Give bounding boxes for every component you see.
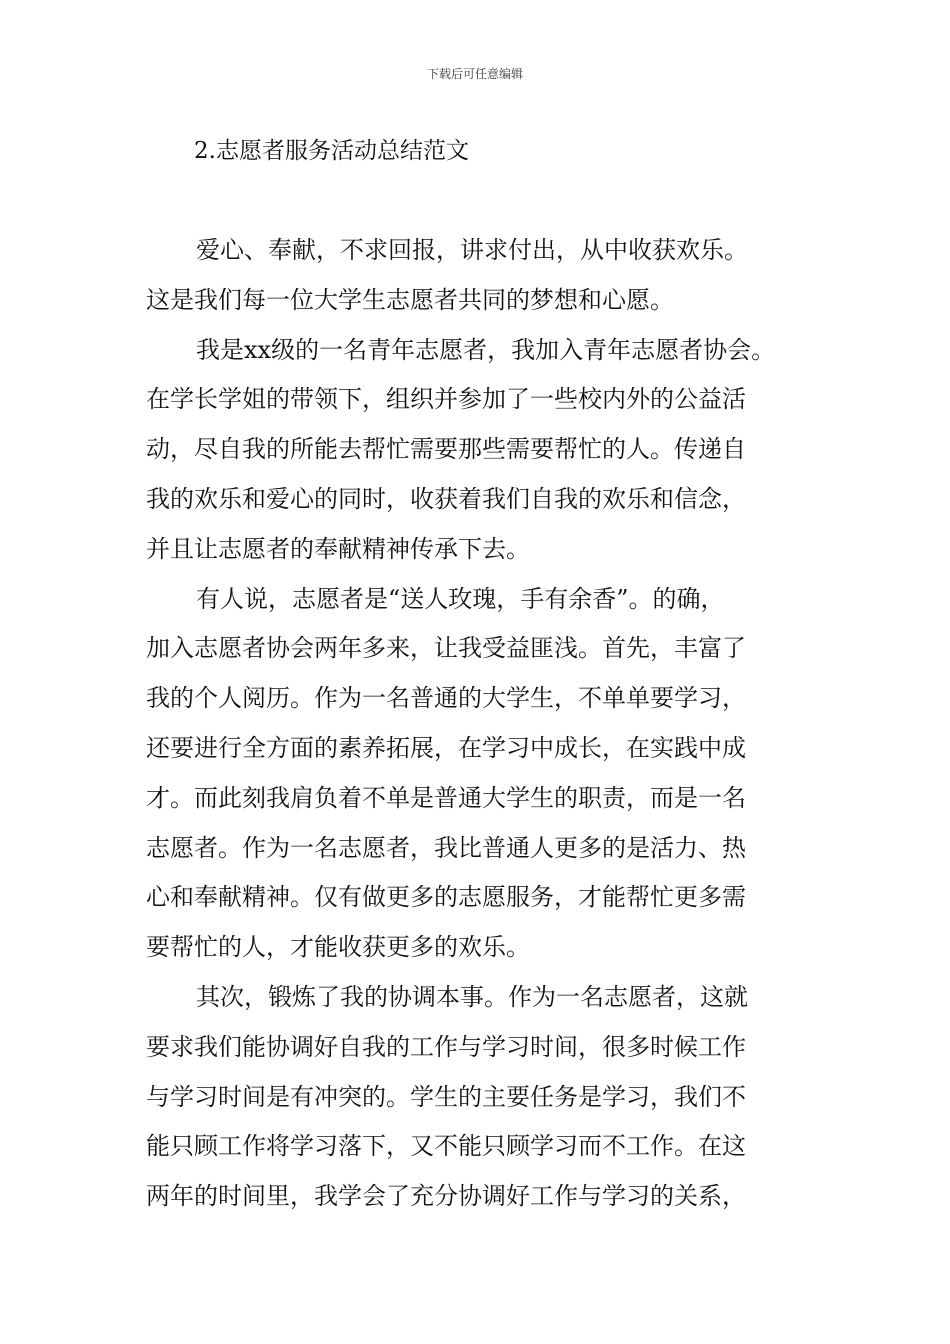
- text-line: 能只顾工作将学习落下，又不能只顾学习而不工作。在这: [146, 1132, 746, 1161]
- text-line: 要求我们能协调好自我的工作与学习时间，很多时候工作: [146, 1032, 746, 1061]
- text-line: 与学习时间是有冲突的。学生的主要任务是学习，我们不: [146, 1082, 746, 1111]
- text-line: 其次，锻炼了我的协调本事。作为一名志愿者，这就: [196, 982, 748, 1011]
- text-line: 爱心、奉献，不求回报，讲求付出，从中收获欢乐。: [196, 236, 748, 264]
- text-line: 我是xx级的一名青年志愿者，我加入青年志愿者协会。: [196, 335, 776, 364]
- text-line: 我的个人阅历。作为一名普通的大学生，不单单要学习，: [146, 684, 746, 713]
- text-line: 两年的时间里，我学会了充分协调好工作与学习的关系，: [146, 1182, 746, 1211]
- text-line: 动，尽自我的所能去帮忙需要那些需要帮忙的人。传递自: [146, 435, 746, 464]
- document-body: [146, 230, 846, 1226]
- page-header-note: 下载后可任意编辑: [426, 67, 523, 81]
- text-line: 并且让志愿者的奉献精神传承下去。: [146, 534, 530, 563]
- text-line: 才。而此刻我肩负着不单是普通大学生的职责，而是一名: [146, 783, 746, 812]
- text-line: 还要进行全方面的素养拓展，在学习中成长，在实践中成: [146, 733, 746, 762]
- text-line: 有人说，志愿者是“送人玫瑰，手有余香”。的确，: [196, 584, 725, 613]
- text-line: 这是我们每一位大学生志愿者共同的梦想和心愿。: [146, 285, 674, 314]
- text-line: 我的欢乐和爱心的同时，收获着我们自我的欢乐和信念，: [146, 484, 746, 513]
- text-line: 心和奉献精神。仅有做更多的志愿服务，才能帮忙更多需: [146, 883, 746, 912]
- text-line: 加入志愿者协会两年多来，让我受益匪浅。首先，丰富了: [146, 634, 746, 663]
- text-line: 在学长学姐的带领下，组织并参加了一些校内外的公益活: [146, 385, 746, 414]
- document-title: 2.志愿者服务活动总结范文: [194, 138, 469, 164]
- text-line: 要帮忙的人，才能收获更多的欢乐。: [146, 933, 530, 962]
- text-line: 志愿者。作为一名志愿者，我比普通人更多的是活力、热: [146, 833, 746, 862]
